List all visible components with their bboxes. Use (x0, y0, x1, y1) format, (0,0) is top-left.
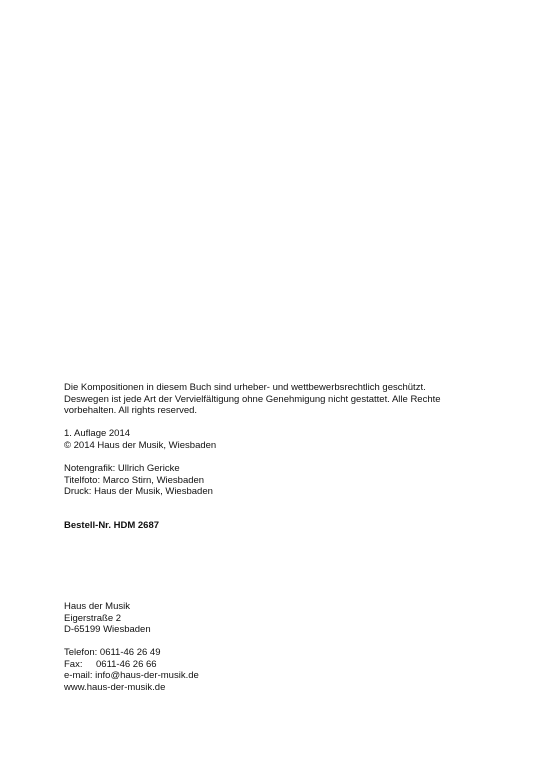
phone-line: Telefon: 0611-46 26 49 (64, 647, 161, 658)
edition-line: 1. Auflage 2014 (64, 428, 131, 439)
cover-photo-credit: Titelfoto: Marco Stirn, Wiesbaden (64, 474, 205, 486)
copyright-notice (64, 382, 441, 417)
publisher-city: D-65199 Wiesbaden (64, 624, 151, 635)
print-credit: Druck: Haus der Musik, Wiesbaden (64, 486, 213, 497)
copyright-year-line: © 2014 Haus der Musik, Wiesbaden (64, 439, 217, 451)
order-number: Bestell-Nr. HDM 2687 (64, 520, 160, 531)
edition-info (64, 428, 216, 451)
fax-value: 0611-46 26 66 (96, 658, 157, 670)
copyright-line-2: Deswegen ist jede Art der Vervielfältigung ohne Genehmigung nicht gestattet. Alle Rechte (64, 393, 441, 405)
copyright-line-3: vorbehalten. All rights reserved. (64, 405, 198, 416)
contact-info (64, 647, 199, 693)
publisher-street: Eigerstraße 2 (64, 612, 122, 624)
publisher-address (64, 601, 151, 636)
credits (64, 463, 213, 498)
fax-label: Fax: (64, 658, 83, 670)
email-line[interactable]: e-mail: info@haus-der-musik.de (64, 670, 199, 681)
fax-line (64, 659, 199, 671)
website-line[interactable]: www.haus-der-musik.de (64, 681, 166, 693)
publisher-name: Haus der Musik (64, 601, 130, 612)
copyright-line-1: Die Kompositionen in diesem Buch sind urheber- und wettbewerbsrechtlich geschützt. (64, 382, 426, 393)
notation-credit: Notengrafik: Ullrich Gericke (64, 463, 180, 474)
